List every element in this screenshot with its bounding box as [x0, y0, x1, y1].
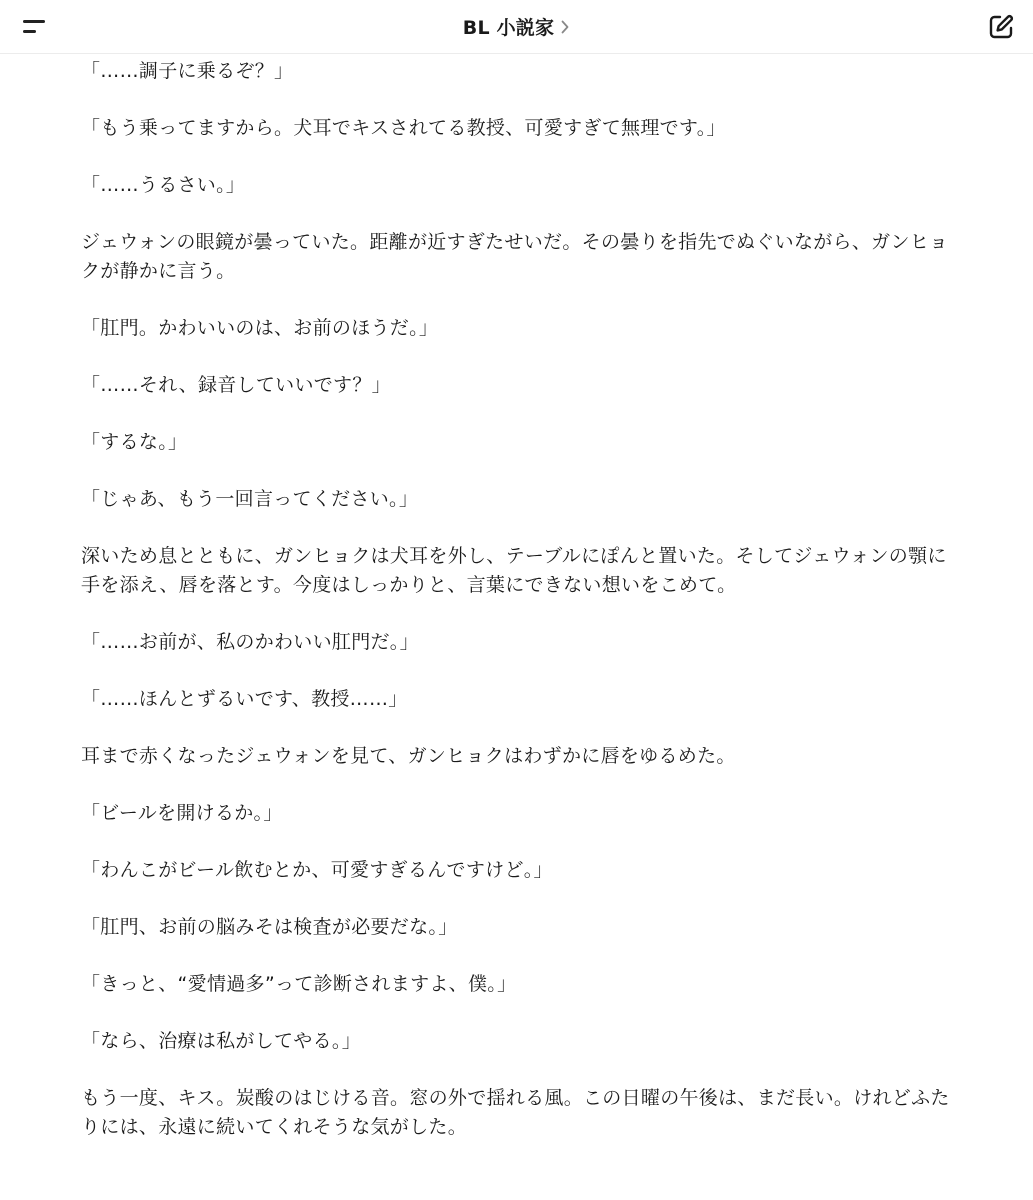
story-paragraph: 「肛門。かわいいのは、お前のほうだ。」 [81, 317, 439, 339]
top-bar [0, 0, 1033, 54]
story-paragraph: 「肛門、お前の脳みそは検査が必要だな。」 [81, 916, 458, 938]
menu-button[interactable] [12, 8, 56, 46]
story-paragraph: 「……うるさい。」 [81, 174, 246, 196]
story-paragraph: 「……それ、録音していいです？」 [81, 374, 391, 396]
story-paragraph: 「……ほんとずるいです、教授……」 [81, 688, 408, 710]
story-paragraph: 「わんこがビール飲むとか、可愛すぎるんですけど。」 [81, 859, 553, 881]
story-paragraph: 「……お前が、私のかわいい肛門だ。」 [81, 631, 419, 653]
story-paragraph: 「なら、治療は私がしてやる。」 [81, 1030, 362, 1052]
story-paragraph: ジェウォンの眼鏡が曇っていた。距離が近すぎたせいだ。その曇りを指先でぬぐいながら、ガンヒョクが静かに言う。 [81, 231, 949, 282]
story-paragraph: 「……調子に乗るぞ？」 [81, 60, 294, 82]
chevron-right-icon [560, 20, 570, 34]
title-button[interactable] [463, 13, 570, 40]
compose-icon [983, 9, 1019, 45]
story-paragraph: 「きっと、“愛情過多”って診断されますよ、僕。」 [81, 973, 517, 995]
title-area [0, 0, 1033, 53]
story-paragraph: 「するな。」 [81, 431, 188, 453]
story-paragraph: 深いため息とともに、ガンヒョクは犬耳を外し、テーブルにぽんと置いた。そしてジェウォンの顎に手を添え、唇を落とす。今度はしっかりと、言葉にできない想いをこめて。 [81, 545, 947, 596]
story-paragraph: 「もう乗ってますから。犬耳でキスされてる教授、可愛すぎて無理です。」 [81, 117, 726, 139]
story-paragraph: 「ビールを開けるか。」 [81, 802, 283, 824]
story-paragraph: 耳まで赤くなったジェウォンを見て、ガンヒョクはわずかに唇をゆるめた。 [81, 745, 736, 767]
menu-icon [23, 20, 45, 23]
new-chat-button[interactable] [983, 9, 1019, 45]
story-content [81, 57, 961, 1170]
page-title: BL 小説家 [462, 17, 555, 39]
story-paragraph: もう一度、キス。炭酸のはじける音。窓の外で揺れる風。この日曜の午後は、まだ長い。けれどふたりには、永遠に続いてくれそうな気がした。 [81, 1087, 950, 1138]
story-paragraph: 「じゃあ、もう一回言ってください。」 [81, 488, 419, 510]
menu-icon-short-bar [23, 30, 36, 33]
